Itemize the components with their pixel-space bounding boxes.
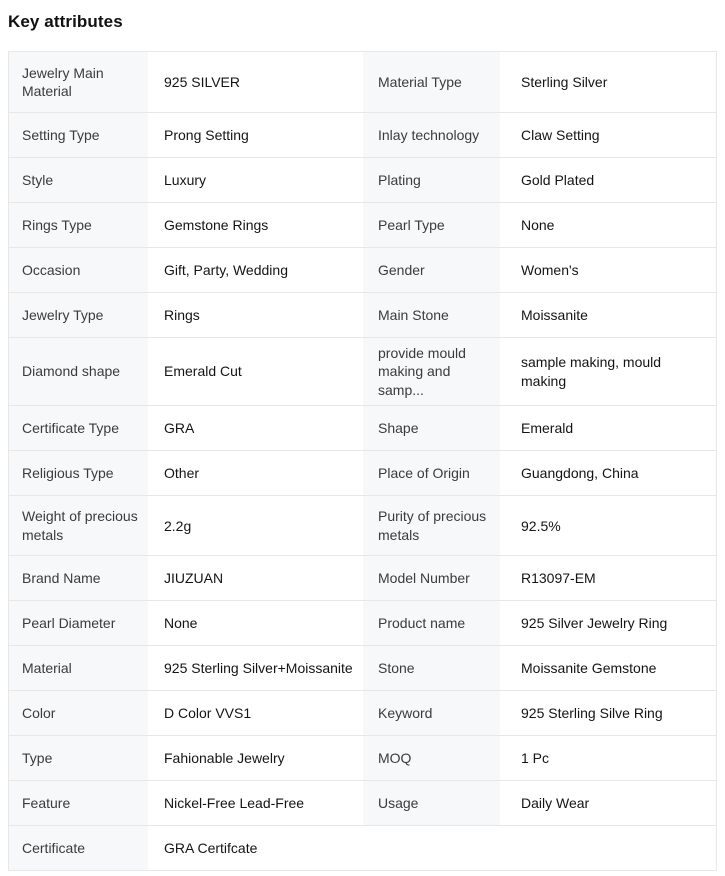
attribute-label: [9, 781, 148, 825]
attribute-label-text: Certificate: [22, 840, 86, 857]
attribute-label: [9, 338, 148, 405]
attribute-value-text: Gemstone Rings: [164, 216, 269, 233]
attribute-value: [500, 293, 716, 337]
attribute-value-text: Prong Setting: [164, 126, 249, 143]
attribute-value-text: Gift, Party, Wedding: [164, 261, 288, 278]
attribute-value-text: R13097-EM: [521, 570, 596, 587]
attribute-label-text: MOQ: [378, 750, 412, 767]
attribute-label-text: Diamond shape: [22, 363, 121, 380]
attribute-label: [9, 826, 148, 870]
attribute-label: [363, 248, 500, 292]
attribute-label: [363, 646, 500, 690]
attribute-value: [500, 158, 716, 202]
attribute-label-text: Keyword: [378, 705, 433, 722]
attribute-label: [363, 736, 500, 780]
attribute-label: [363, 293, 500, 337]
attribute-value: [500, 113, 716, 157]
attribute-value-text: sample making, mould making: [521, 354, 662, 389]
attribute-value: [500, 52, 716, 112]
attribute-value-text: D Color VVS1: [164, 705, 252, 722]
attribute-label-text: Purity of precious metals: [378, 508, 487, 543]
attribute-value-text: None: [164, 615, 198, 632]
attribute-row: [9, 112, 716, 157]
attribute-label-text: Weight of precious metals: [22, 508, 138, 543]
attribute-value-text: GRA: [164, 420, 195, 437]
attribute-value-text: 925 Silver Jewelry Ring: [521, 615, 668, 632]
attribute-label: [363, 781, 500, 825]
attribute-label-text: Stone: [378, 660, 415, 677]
attribute-value-text: Emerald: [521, 420, 574, 437]
attribute-label-text: Type: [22, 750, 53, 767]
attribute-row: [9, 600, 716, 645]
attribute-value: [500, 406, 716, 450]
attribute-label: [9, 52, 148, 112]
attribute-row: [9, 825, 716, 870]
attribute-row: [9, 157, 716, 202]
attribute-label: [9, 293, 148, 337]
attribute-value-text: 1 Pc: [521, 750, 550, 767]
attribute-label-text: Shape: [378, 420, 419, 437]
attribute-label-text: Pearl Diameter: [22, 615, 116, 632]
attribute-label-text: Usage: [378, 795, 419, 812]
attribute-label-text: Religious Type: [22, 465, 114, 482]
attribute-row: [9, 247, 716, 292]
attribute-label-text: Style: [22, 171, 54, 188]
attribute-label-text: Model Number: [378, 570, 470, 587]
attribute-value: [148, 203, 363, 247]
attribute-row: [9, 52, 716, 112]
attribute-value: [148, 293, 363, 337]
attribute-label: [9, 248, 148, 292]
attribute-label-text: Pearl Type: [378, 216, 445, 233]
attribute-row: [9, 735, 716, 780]
attribute-value-text: None: [521, 216, 555, 233]
attribute-label: [9, 646, 148, 690]
attribute-value: [148, 826, 363, 870]
attribute-row: [9, 337, 716, 405]
attribute-label-text: Occasion: [22, 261, 81, 278]
attribute-value: [148, 691, 363, 735]
attribute-value-text: Rings: [164, 306, 200, 323]
attribute-value-text: Claw Setting: [521, 126, 600, 143]
attribute-label: [363, 113, 500, 157]
attribute-label: [363, 406, 500, 450]
attribute-label: [9, 601, 148, 645]
attribute-label-text: Material Type: [378, 73, 462, 90]
attribute-row: [9, 405, 716, 450]
attribute-label-text: Rings Type: [22, 216, 92, 233]
attribute-label: [9, 451, 148, 495]
attribute-value: [148, 496, 363, 555]
attribute-label: [9, 736, 148, 780]
attribute-label-text: Color: [22, 705, 56, 722]
attribute-label: [9, 406, 148, 450]
attribute-label: [9, 158, 148, 202]
attribute-value-text: Fahionable Jewelry: [164, 750, 285, 767]
attribute-label-text: Brand Name: [22, 570, 101, 587]
attribute-value: [148, 736, 363, 780]
attribute-label: [9, 691, 148, 735]
attributes-table: [8, 51, 717, 871]
attribute-value-text: Moissanite Gemstone: [521, 660, 657, 677]
attribute-label-text: Jewelry Main Material: [22, 64, 104, 99]
attribute-value-text: 92.5%: [521, 517, 561, 534]
attribute-value-text: Sterling Silver: [521, 73, 608, 90]
attribute-value-text: 925 Sterling Silve Ring: [521, 705, 663, 722]
attribute-value: [500, 736, 716, 780]
attribute-value: [148, 338, 363, 405]
attribute-label: [9, 203, 148, 247]
attribute-value: [500, 338, 716, 405]
attribute-value-text: 925 SILVER: [164, 73, 241, 90]
attribute-label: [9, 556, 148, 600]
attribute-row: [9, 645, 716, 690]
attribute-value: [148, 601, 363, 645]
attribute-row: [9, 450, 716, 495]
attribute-row: [9, 780, 716, 825]
attribute-value: [148, 113, 363, 157]
attribute-label-text: provide mould making and samp...: [378, 345, 466, 398]
attribute-value-text: Other: [164, 465, 200, 482]
attribute-value: [148, 248, 363, 292]
attribute-value: [148, 646, 363, 690]
attribute-row: [9, 495, 716, 555]
attribute-label-text: Inlay technology: [378, 126, 480, 143]
attribute-value: [500, 646, 716, 690]
attribute-value: [500, 781, 716, 825]
attribute-value: [500, 451, 716, 495]
attribute-label-text: Product name: [378, 615, 466, 632]
attribute-value-text: Emerald Cut: [164, 363, 242, 380]
attribute-label: [363, 52, 500, 112]
attribute-label-text: Setting Type: [22, 126, 100, 143]
attribute-value-text: Luxury: [164, 171, 207, 188]
attribute-value: [500, 496, 716, 555]
attribute-row: [9, 690, 716, 735]
section-title: Key attributes: [8, 12, 123, 31]
attribute-value: [148, 451, 363, 495]
attribute-label-text: Feature: [22, 795, 71, 812]
attribute-row: [9, 202, 716, 247]
attribute-label: [363, 338, 500, 405]
attribute-label: [9, 113, 148, 157]
empty-cell: [363, 826, 500, 870]
attribute-label-text: Plating: [378, 171, 421, 188]
attribute-value-text: Daily Wear: [521, 795, 590, 812]
attribute-label: [363, 451, 500, 495]
attribute-label-text: Jewelry Type: [22, 306, 104, 323]
attribute-label: [363, 556, 500, 600]
attribute-value-text: Gold Plated: [521, 171, 595, 188]
attribute-label-text: Main Stone: [378, 306, 449, 323]
attribute-value: [148, 158, 363, 202]
attribute-value: [148, 556, 363, 600]
attribute-value-text: JIUZUAN: [164, 570, 224, 587]
attribute-label: [363, 601, 500, 645]
empty-cell: [500, 826, 716, 870]
attribute-label: [363, 158, 500, 202]
attribute-label-text: Place of Origin: [378, 465, 470, 482]
attribute-value-text: Women's: [521, 261, 579, 278]
attribute-label-text: Gender: [378, 261, 425, 278]
attribute-value: [148, 52, 363, 112]
attribute-value-text: 925 Sterling Silver+Moissanite: [164, 660, 353, 677]
attribute-label: [363, 496, 500, 555]
attribute-value: [500, 556, 716, 600]
attribute-value-text: Nickel-Free Lead-Free: [164, 795, 305, 812]
attribute-label: [363, 691, 500, 735]
attribute-value: [500, 691, 716, 735]
attribute-label-text: Material: [22, 660, 72, 677]
attribute-row: [9, 555, 716, 600]
attribute-value-text: Moissanite: [521, 306, 588, 323]
attribute-value: [500, 248, 716, 292]
attribute-value: [148, 781, 363, 825]
attribute-value: [500, 601, 716, 645]
attribute-row: [9, 292, 716, 337]
attribute-label: [363, 203, 500, 247]
attribute-value-text: GRA Certifcate: [164, 840, 258, 857]
attribute-value: [500, 203, 716, 247]
attribute-value: [148, 406, 363, 450]
attribute-label-text: Certificate Type: [22, 420, 120, 437]
attribute-value-text: 2.2g: [164, 517, 192, 534]
attribute-value-text: Guangdong, China: [521, 465, 639, 482]
attribute-label: [9, 496, 148, 555]
